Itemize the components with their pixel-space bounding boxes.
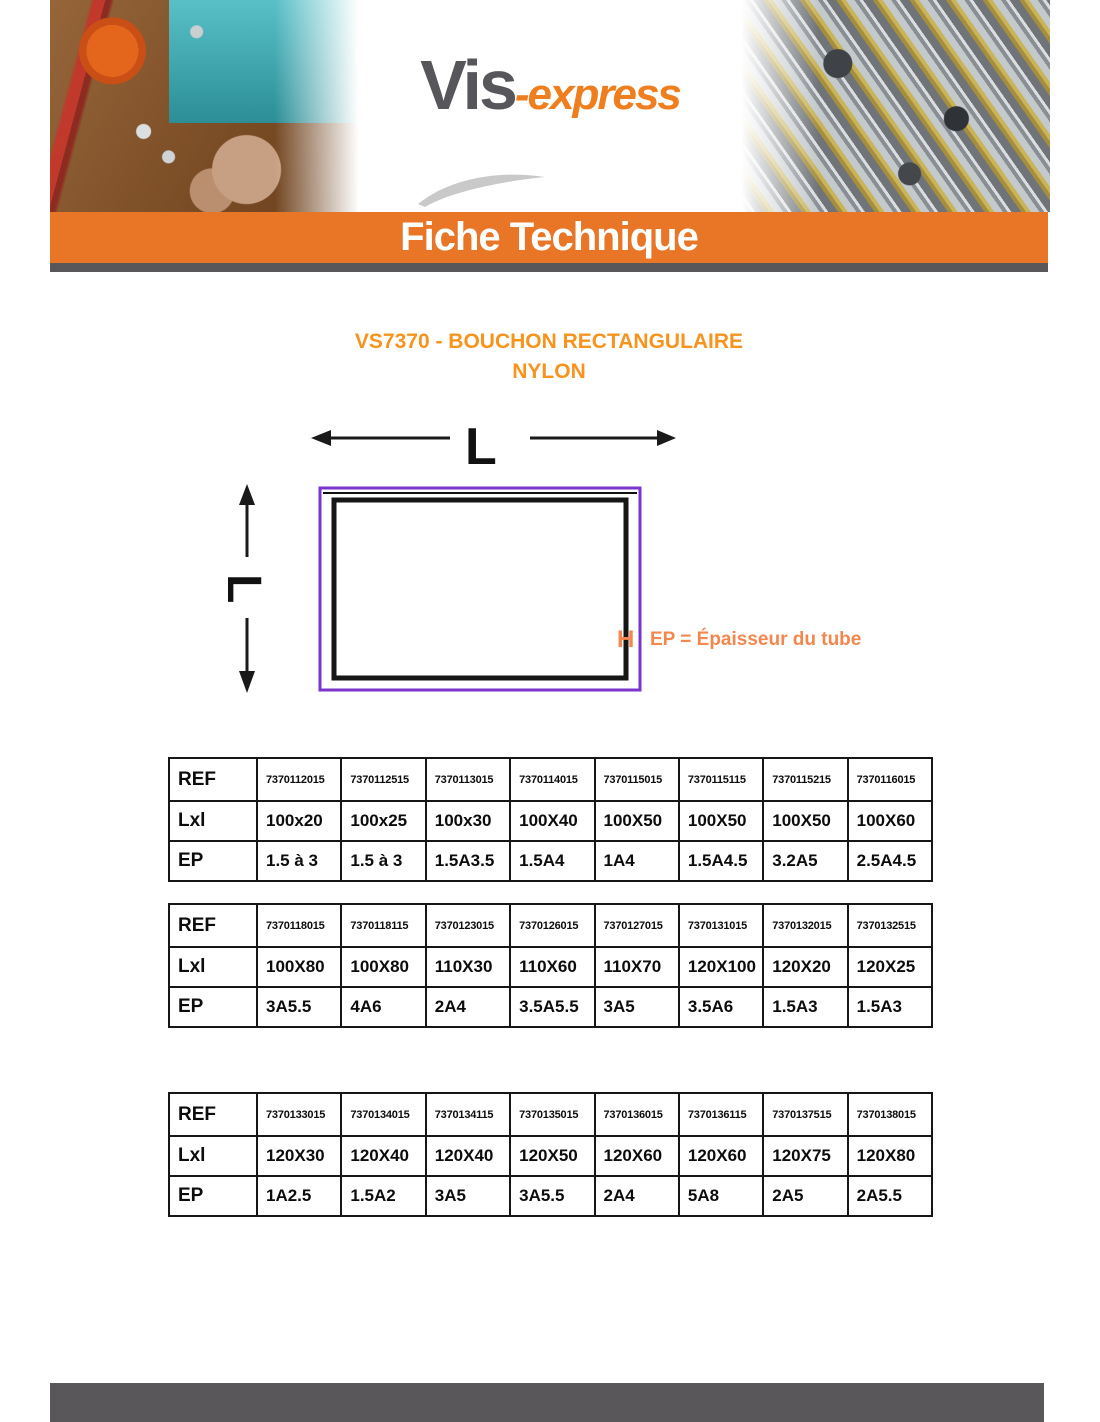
cell-ep: 3A5 <box>595 987 679 1027</box>
cell-lxl: 120X40 <box>341 1136 425 1176</box>
row-header-lxl: Lxl <box>169 801 257 841</box>
cell-ep: 1.5 à 3 <box>341 841 425 881</box>
cell-ep: 3.5A5.5 <box>510 987 594 1027</box>
row-header-ref: REF <box>169 1093 257 1136</box>
cell-ref: 7370118115 <box>341 904 425 947</box>
cell-ep: 1.5A3 <box>848 987 932 1027</box>
cell-lxl: 100X50 <box>763 801 847 841</box>
cell-ep: 4A6 <box>341 987 425 1027</box>
cell-lxl: 100X80 <box>257 947 341 987</box>
table-row-ep <box>169 841 932 881</box>
table-row-ep <box>169 987 932 1027</box>
cell-ep: 3A5.5 <box>257 987 341 1027</box>
cell-ep: 1.5A3 <box>763 987 847 1027</box>
cell-lxl: 100x20 <box>257 801 341 841</box>
cell-ep: 1.5A3.5 <box>426 841 510 881</box>
cell-ep: 2A4 <box>595 1176 679 1216</box>
table-row-lxl <box>169 801 932 841</box>
header-photo-screws <box>738 0 1050 212</box>
cell-lxl: 110X70 <box>595 947 679 987</box>
cell-ref: 7370133015 <box>257 1093 341 1136</box>
cell-ref: 7370116015 <box>848 758 932 801</box>
cell-ref: 7370115015 <box>595 758 679 801</box>
cell-lxl: 120X30 <box>257 1136 341 1176</box>
arrowhead-left-icon <box>311 430 331 446</box>
row-header-lxl: Lxl <box>169 1136 257 1176</box>
ep-note: EP = Épaisseur du tube <box>650 629 862 650</box>
cell-lxl: 120X20 <box>763 947 847 987</box>
row-header-ep: EP <box>169 841 257 881</box>
cell-ref: 7370115115 <box>679 758 763 801</box>
length-label-L: L <box>465 418 497 476</box>
width-arrow-down <box>239 618 255 693</box>
cell-ref: 7370112515 <box>341 758 425 801</box>
banner-label: Fiche Technique <box>400 215 698 259</box>
product-title-line1: VS7370 - BOUCHON RECTANGULAIRE <box>354 330 744 353</box>
cell-lxl: 100X60 <box>848 801 932 841</box>
cell-lxl: 110X60 <box>510 947 594 987</box>
product-title <box>50 327 1048 387</box>
cell-ref: 7370136015 <box>595 1093 679 1136</box>
cell-ref: 7370134115 <box>426 1093 510 1136</box>
cell-ref: 7370126015 <box>510 904 594 947</box>
cell-lxl: 120X100 <box>679 947 763 987</box>
cell-ep: 2A5.5 <box>848 1176 932 1216</box>
logo-text-express: -express <box>514 70 680 119</box>
cell-ref: 7370132515 <box>848 904 932 947</box>
footer-bar <box>50 1383 1044 1422</box>
row-header-ref: REF <box>169 904 257 947</box>
table-row-ref <box>169 1093 932 1136</box>
length-arrow-right <box>530 430 676 446</box>
cell-lxl: 120X80 <box>848 1136 932 1176</box>
cell-ref: 7370112015 <box>257 758 341 801</box>
cell-lxl: 110X30 <box>426 947 510 987</box>
row-header-ref: REF <box>169 758 257 801</box>
spec-table-2 <box>168 903 933 1028</box>
cell-ref: 7370131015 <box>679 904 763 947</box>
cell-ep: 1A4 <box>595 841 679 881</box>
svg-text:L: L <box>217 574 270 604</box>
cell-lxl: 120X40 <box>426 1136 510 1176</box>
cell-lxl: 100x25 <box>341 801 425 841</box>
cell-lxl: 100X50 <box>595 801 679 841</box>
length-arrow-left <box>311 430 450 446</box>
cell-ep: 2A5 <box>763 1176 847 1216</box>
cell-ref: 7370115215 <box>763 758 847 801</box>
cell-ep: 3.5A6 <box>679 987 763 1027</box>
cell-lxl: 120X75 <box>763 1136 847 1176</box>
vis-express-logo <box>360 46 740 210</box>
cell-ref: 7370138015 <box>848 1093 932 1136</box>
cell-lxl: 120X60 <box>679 1136 763 1176</box>
row-header-ep: EP <box>169 1176 257 1216</box>
cell-ep: 3A5.5 <box>510 1176 594 1216</box>
cell-lxl: 100X80 <box>341 947 425 987</box>
logo-swoosh-icon <box>415 168 550 210</box>
header-photo-tools <box>50 0 362 212</box>
cell-lxl: 120X60 <box>595 1136 679 1176</box>
arrowhead-right-icon <box>657 430 676 446</box>
product-title-line2: NYLON <box>512 360 586 383</box>
table-row-ref <box>169 758 932 801</box>
table-row-lxl <box>169 1136 932 1176</box>
cell-ep: 2A4 <box>426 987 510 1027</box>
cell-ep: 1.5 à 3 <box>257 841 341 881</box>
cell-ref: 7370118015 <box>257 904 341 947</box>
cell-ep: 1A2.5 <box>257 1176 341 1216</box>
table-row-lxl <box>169 947 932 987</box>
cell-lxl: 100X50 <box>679 801 763 841</box>
arrowhead-up-icon <box>239 484 255 505</box>
cell-ep: 1.5A2 <box>341 1176 425 1216</box>
table-row-ref <box>169 904 932 947</box>
arrowhead-down-icon <box>239 671 255 693</box>
banner-fiche-technique <box>50 212 1048 263</box>
cell-lxl: 100X40 <box>510 801 594 841</box>
cell-ref: 7370136115 <box>679 1093 763 1136</box>
banner-gray-strip <box>50 263 1048 272</box>
table-row-ep <box>169 1176 932 1216</box>
cell-ref: 7370113015 <box>426 758 510 801</box>
cell-ref: 7370127015 <box>595 904 679 947</box>
cell-ep: 3.2A5 <box>763 841 847 881</box>
cell-lxl: 100x30 <box>426 801 510 841</box>
logo-text-vis: Vis <box>420 46 515 124</box>
cell-ref: 7370132015 <box>763 904 847 947</box>
cell-ref: 7370135015 <box>510 1093 594 1136</box>
row-header-ep: EP <box>169 987 257 1027</box>
dimension-diagram <box>180 400 880 720</box>
cell-ep: 2.5A4.5 <box>848 841 932 881</box>
width-label-l <box>217 574 270 603</box>
height-label-H: H <box>617 626 635 653</box>
cell-ref: 7370114015 <box>510 758 594 801</box>
width-arrow-up <box>239 484 255 557</box>
cell-lxl: 120X50 <box>510 1136 594 1176</box>
cap-outer-rect <box>320 488 640 690</box>
cell-ref: 7370134015 <box>341 1093 425 1136</box>
row-header-lxl: Lxl <box>169 947 257 987</box>
cell-ep: 1.5A4 <box>510 841 594 881</box>
cell-lxl: 120X25 <box>848 947 932 987</box>
cell-ref: 7370123015 <box>426 904 510 947</box>
spec-table-3 <box>168 1092 933 1217</box>
cell-ep: 3A5 <box>426 1176 510 1216</box>
spec-table-1 <box>168 757 933 882</box>
cell-ep: 5A8 <box>679 1176 763 1216</box>
cell-ep: 1.5A4.5 <box>679 841 763 881</box>
cell-ref: 7370137515 <box>763 1093 847 1136</box>
